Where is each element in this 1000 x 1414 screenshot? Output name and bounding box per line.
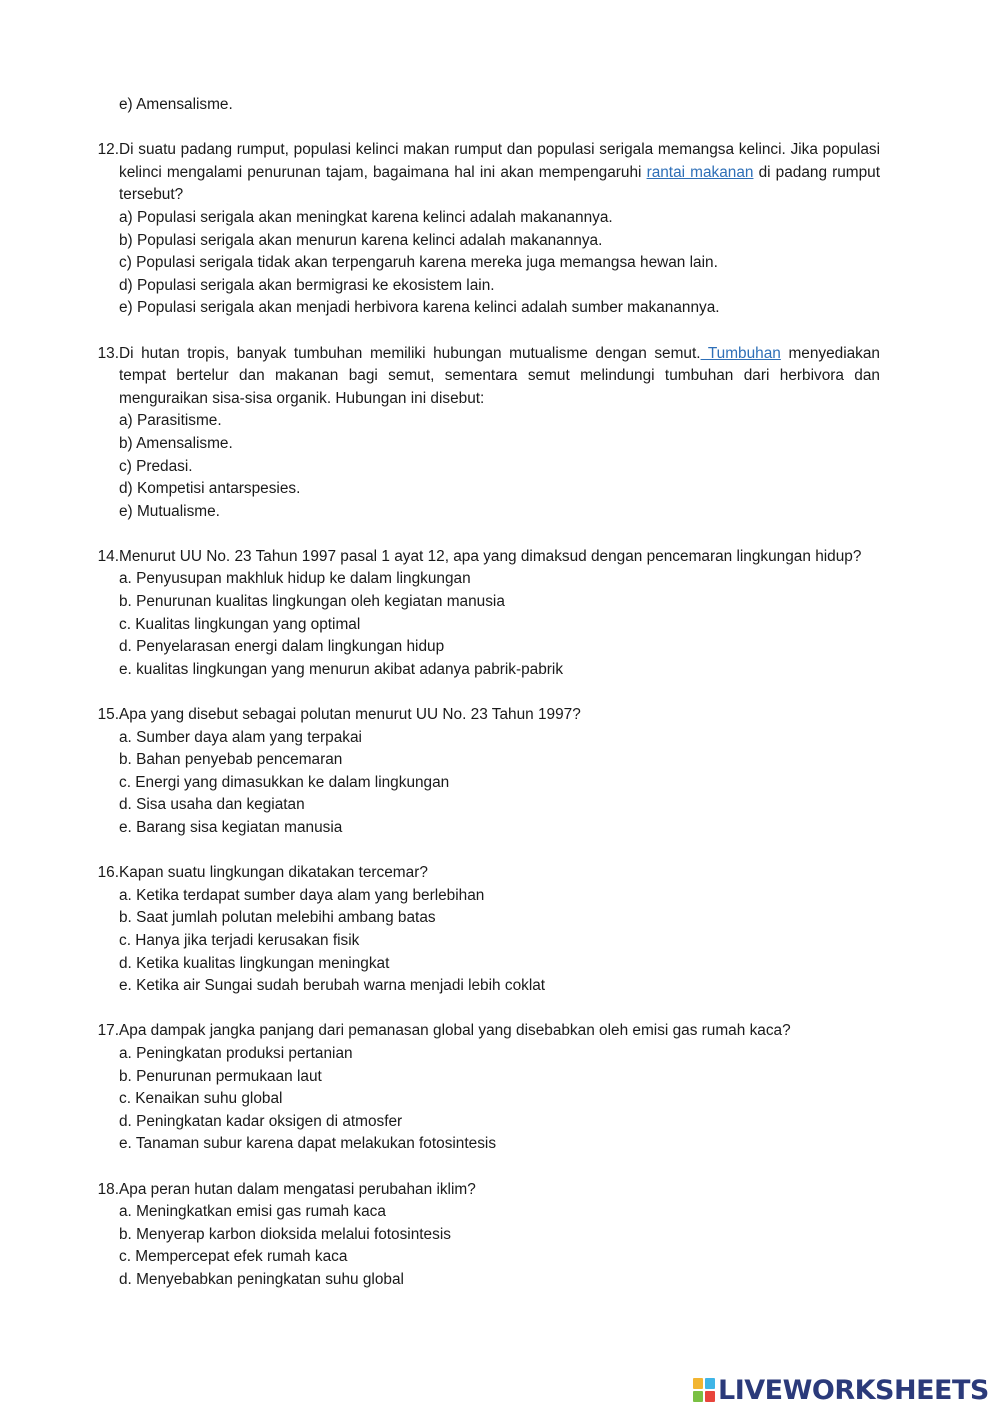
answer-option-b: b. Menyerap karbon dioksida melalui fotosintesis	[119, 1225, 451, 1243]
answer-option-d: d) Kompetisi antarspesies.	[119, 480, 301, 498]
answer-option-e: e. Tanaman subur karena dapat melakukan fotosintesis	[119, 1135, 497, 1153]
answer-option-d: d. Sisa usaha dan kegiatan	[119, 796, 305, 814]
answer-option-a: a. Penyusupan makhluk hidup ke dalam lingkungan	[119, 570, 471, 588]
question-16	[70, 862, 880, 998]
liveworksheets-logo	[693, 1374, 989, 1406]
question-list	[70, 94, 880, 1314]
answer-option-c: c) Predasi.	[119, 457, 193, 475]
previous-question-option-e: e) Amensalisme.	[119, 96, 233, 113]
answer-option-b: b. Saat jumlah polutan melebihi ambang batas	[119, 909, 436, 927]
answer-option-e: e) Populasi serigala akan menjadi herbivora karena kelinci adalah sumber makanannya.	[119, 299, 720, 317]
question-15	[70, 704, 880, 840]
logo-block	[705, 1391, 715, 1402]
answer-option-d: d. Ketika kualitas lingkungan meningkat	[119, 954, 390, 972]
answer-option-e: e. Ketika air Sungai sudah berubah warna menjadi lebih coklat	[119, 977, 546, 995]
question-14	[70, 546, 880, 682]
question-13	[70, 343, 880, 524]
question-number: 17.	[97, 1022, 119, 1040]
question-17	[70, 1020, 880, 1156]
question-number: 12.	[97, 141, 119, 159]
answer-option-c: c. Energi yang dimasukkan ke dalam lingkungan	[119, 773, 450, 791]
answer-option-e: e. kualitas lingkungan yang menurun akibat adanya pabrik-pabrik	[119, 660, 564, 678]
question-number: 15.	[97, 706, 119, 724]
question-number: 18.	[97, 1180, 119, 1198]
answer-option-e: e) Mutualisme.	[119, 502, 220, 520]
question-12	[70, 139, 880, 320]
answer-option-a: a. Ketika terdapat sumber daya alam yang berlebihan	[119, 886, 485, 904]
logo-block	[705, 1378, 715, 1389]
question-text: Di hutan tropis, banyak tumbuhan memiliki hubungan mutualisme dengan semut. Tumbuhan menyediakan tempat bertelur dan makanan bagi semut, sementara semut melindungi tumbuhan dari herbivora dan menguraikan sisa-sisa organik. Hubungan ini disebut:	[119, 344, 880, 407]
logo-block	[693, 1378, 703, 1389]
tumbuhan-link[interactable]: Tumbuhan	[700, 344, 781, 362]
answer-option-c: c. Mempercepat efek rumah kaca	[119, 1248, 348, 1266]
answer-option-c: c. Kualitas lingkungan yang optimal	[119, 615, 361, 633]
answer-option-a: a. Sumber daya alam yang terpakai	[119, 728, 362, 746]
answer-option-b: b) Populasi serigala akan menurun karena kelinci adalah makanannya.	[119, 231, 603, 249]
logo-block	[693, 1391, 703, 1402]
answer-option-c: c. Hanya jika terjadi kerusakan fisik	[119, 931, 360, 949]
answer-option-d: d. Menyebabkan peningkatan suhu global	[119, 1270, 404, 1288]
question-text: Apa yang disebut sebagai polutan menurut UU No. 23 Tahun 1997?	[119, 706, 581, 724]
answer-option-b: b. Penurunan permukaan laut	[119, 1067, 322, 1085]
answer-option-b: b. Bahan penyebab pencemaran	[119, 751, 343, 769]
answer-option-d: d. Peningkatan kadar oksigen di atmosfer	[119, 1112, 403, 1130]
question-number: 16.	[97, 864, 119, 882]
question-text: Apa peran hutan dalam mengatasi perubahan iklim?	[119, 1180, 476, 1198]
question-18	[70, 1179, 880, 1292]
answer-option-e: e. Barang sisa kegiatan manusia	[119, 819, 343, 836]
answer-option-a: a. Meningkatkan emisi gas rumah kaca	[119, 1203, 386, 1221]
question-text: Apa dampak jangka panjang dari pemanasan global yang disebabkan oleh emisi gas rumah kaca?	[119, 1022, 791, 1040]
question-number: 13.	[97, 344, 119, 362]
answer-option-d: d. Penyelarasan energi dalam lingkungan hidup	[119, 638, 445, 656]
answer-option-a: a) Parasitisme.	[119, 412, 222, 430]
rantai-makanan-link[interactable]: rantai makanan	[646, 163, 754, 181]
answer-option-c: c) Populasi serigala tidak akan terpengaruh karena mereka juga memangsa hewan lain.	[119, 254, 718, 272]
question-text: Di suatu padang rumput, populasi kelinci makan rumput dan populasi serigala memangsa kelinci. Jika populasi kelinci mengalami penurunan tajam, bagaimana hal ini akan mempengaruhi rantai makanan di padang rumput tersebut?	[119, 141, 881, 204]
answer-option-a: a. Peningkatan produksi pertanian	[119, 1044, 353, 1062]
logo-blocks-icon	[693, 1378, 715, 1402]
answer-option-d: d) Populasi serigala akan bermigrasi ke ekosistem lain.	[119, 276, 495, 294]
question-text: Kapan suatu lingkungan dikatakan tercemar?	[119, 864, 428, 882]
answer-option-b: b) Amensalisme.	[119, 434, 233, 452]
question-number: 14.	[97, 547, 119, 565]
answer-option-b: b. Penurunan kualitas lingkungan oleh kegiatan manusia	[119, 593, 505, 611]
logo-text: LIVEWORKSHEETS	[718, 1374, 989, 1406]
answer-option-a: a) Populasi serigala akan meningkat karena kelinci adalah makanannya.	[119, 208, 613, 226]
answer-option-c: c. Kenaikan suhu global	[119, 1090, 283, 1108]
question-text: Menurut UU No. 23 Tahun 1997 pasal 1 ayat 12, apa yang dimaksud dengan pencemaran lingkungan hidup?	[119, 547, 862, 565]
